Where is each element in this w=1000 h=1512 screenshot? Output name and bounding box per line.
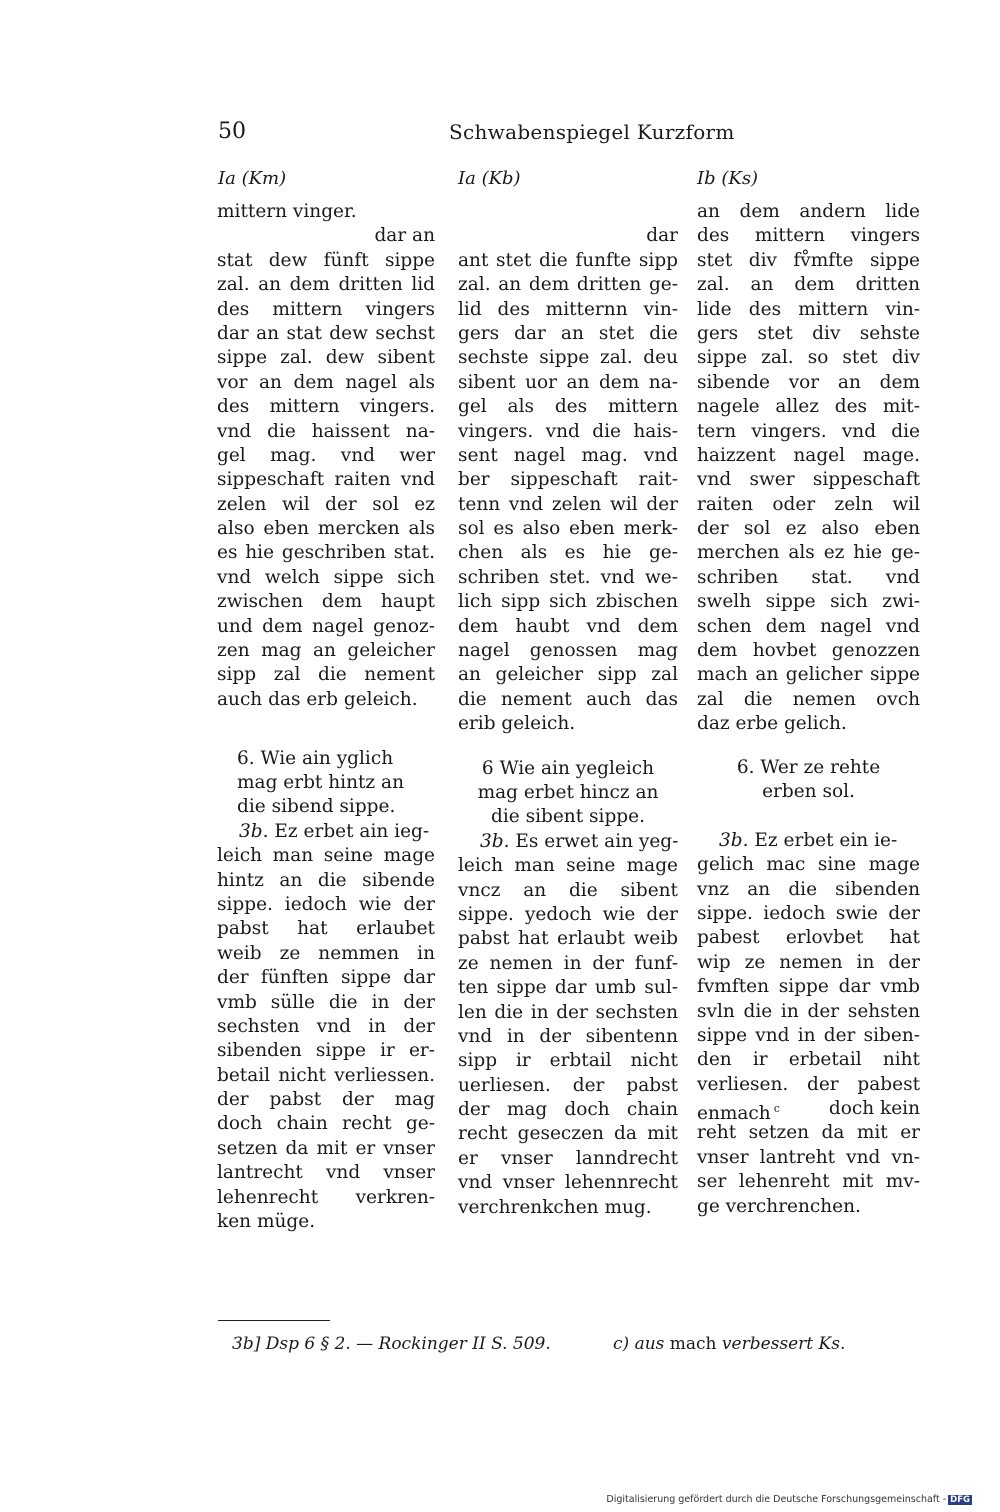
text-line: sent nagel mag. vnd xyxy=(458,444,678,466)
text-line: raiten oder zeln wil xyxy=(697,493,920,515)
digitization-text: Digitalisierung gefördert durch die Deutsche Forschungsgemeinschaft - xyxy=(606,1494,947,1505)
section-heading-line: die sibent sippe. xyxy=(491,806,645,828)
text-line: betail nicht verliessen. xyxy=(217,1064,435,1086)
text-line: den ir erbetail niht xyxy=(697,1049,920,1071)
footnote-mark: c xyxy=(773,1102,780,1116)
text-line: ge verchrenchen. xyxy=(697,1195,861,1217)
text-line: sibenden sippe ir er- xyxy=(217,1040,435,1062)
footnote-left: 3b] Dsp 6 § 2. — Rockinger II S. 509. xyxy=(232,1334,551,1354)
dfg-logo: DFG xyxy=(950,1495,970,1505)
text-line: des mittern vingers xyxy=(217,298,435,320)
text-line: gel mag. vnd wer xyxy=(217,444,435,466)
text-line: sipp ir erbtail nicht xyxy=(458,1050,678,1072)
text-line: vnd in der sibentenn xyxy=(458,1025,678,1047)
section-heading-line: 6 Wie ain yegleich xyxy=(481,757,655,779)
text-line: auch das erb geleich. xyxy=(217,688,418,710)
text-line: also eben mercken als xyxy=(217,518,435,540)
text-line: pabst hat erlaubet xyxy=(217,918,435,940)
section-heading-line: 6. Wie ain yglich xyxy=(237,747,394,769)
text-line: zal die nemen ovch xyxy=(697,688,920,710)
section-heading-line: mag erbet hincz an xyxy=(477,781,659,803)
text-line: zwischen dem haupt xyxy=(217,591,435,613)
text-line: ten sippe dar umb sul- xyxy=(458,977,678,999)
text-line: vmb sülle die in der xyxy=(217,991,435,1013)
text-line: len die in der sechsten xyxy=(458,1001,678,1023)
text-line: sippe vnd in der siben- xyxy=(697,1024,920,1046)
text-line: lid des mitternn vin- xyxy=(458,298,678,320)
text-line: vingers. vnd die hais- xyxy=(458,420,678,442)
text-line: zelen wil der sol ez xyxy=(217,493,435,515)
text-line: leich man seine mage xyxy=(217,845,435,867)
text-line: ze nemen in der funf- xyxy=(458,952,678,974)
text-line: sippe. iedoch wie der xyxy=(217,893,435,915)
text-line: und dem nagel genoz- xyxy=(217,615,435,637)
text-line: lehenrecht verkren- xyxy=(217,1186,435,1208)
text-line: daz erbe gelich. xyxy=(697,713,847,735)
text-line: dar an stat dew sechst xyxy=(217,322,435,344)
text-line: sibende vor an dem xyxy=(697,371,920,393)
column-ks xyxy=(697,200,920,1219)
section-heading-line: mag erbt hintz an xyxy=(237,771,404,793)
text-line: mittern vinger. xyxy=(217,201,357,222)
text-line: recht geseczen da mit xyxy=(458,1123,678,1145)
text-line: vnser lantreht vnd vn- xyxy=(697,1146,920,1168)
text-line: zal. an dem dritten lid xyxy=(217,274,435,296)
text-line: des mittern vingers xyxy=(697,225,920,247)
page-number: 50 xyxy=(218,119,246,144)
text-line: des mittern vingers. xyxy=(217,396,435,418)
column-heading-ks: Ib (Ks) xyxy=(697,168,759,189)
text-line: die nement auch das xyxy=(458,688,678,710)
text-line: lich sipp sich zbischen xyxy=(458,591,678,613)
text-line: vnd welch sippe sich xyxy=(217,566,435,588)
text-line: an dem andern lide xyxy=(697,201,920,222)
text-line: sol es also eben merk- xyxy=(458,518,678,540)
text-line: er vnser lanndrecht xyxy=(458,1147,678,1169)
text-line: ant stet die funfte sipp xyxy=(458,249,678,271)
text-line: merchen als ez hie ge- xyxy=(697,542,920,564)
text-line: lide des mittern vin- xyxy=(697,298,920,320)
text-line: leich man seine mage xyxy=(458,855,678,877)
text-line: tern vingers. vnd die xyxy=(697,420,920,442)
text-line: sippe. yedoch wie der xyxy=(458,903,678,925)
footnote-text: mach xyxy=(669,1334,717,1354)
text-line: Ez erbet ein ie- xyxy=(754,829,898,851)
text-line: schen dem nagel vnd xyxy=(697,615,920,637)
text-line: der fünften sippe dar xyxy=(217,967,435,989)
text-line: sippe. iedoch swie der xyxy=(697,902,920,924)
text-line: ber sippeschaft rait- xyxy=(458,469,678,491)
text-line: dem hovbet genozzen xyxy=(697,640,920,662)
text-line: der mag doch chain xyxy=(458,1099,678,1121)
text-line: sibent uor an dem na- xyxy=(458,371,678,393)
text-line: sechste sippe zal. deu xyxy=(458,347,678,369)
text-line: svln die in der sehsten xyxy=(697,1000,920,1022)
text-line: vnd swer sippeschaft xyxy=(697,469,920,491)
digitization-note xyxy=(606,1494,972,1505)
footnote-right xyxy=(613,1334,845,1354)
section-label: 3b. xyxy=(480,830,510,852)
text-line: sippeschaft raiten vnd xyxy=(217,469,435,491)
text-line: schriben stet. vnd we- xyxy=(458,566,678,588)
text-line: nagel genossen mag xyxy=(458,640,678,662)
text-line: wip ze nemen in der xyxy=(697,951,920,973)
text-line: der pabst der mag xyxy=(217,1089,435,1111)
footnote-text: aus xyxy=(634,1334,665,1354)
text-line: Es erwet ain yeg- xyxy=(515,830,679,852)
text-line: tenn vnd zelen wil der xyxy=(458,493,678,515)
footnote-rule xyxy=(218,1320,330,1321)
text-line: zen mag an geleicher xyxy=(217,640,435,662)
text-line: vnd vnser lehennrecht xyxy=(458,1172,678,1194)
text-line: vor an dem nagel als xyxy=(217,371,435,393)
text-line: dar xyxy=(646,225,678,247)
text-line: chen als es hie ge- xyxy=(458,542,678,564)
section-heading-line: die sibend sippe. xyxy=(237,796,396,818)
text-line: sippe zal. dew sibent xyxy=(217,347,435,369)
section-label: 3b. xyxy=(719,829,749,851)
column-km xyxy=(217,200,435,1234)
text-line: vnz an die sibenden xyxy=(697,878,920,900)
text-line: ken müge. xyxy=(217,1211,316,1233)
footnote-text: verbessert Ks. xyxy=(721,1334,846,1354)
text-line: stat dew fünft sippe xyxy=(217,249,435,271)
text-line: verliesen. der pabest xyxy=(697,1073,920,1095)
text-line: hintz an die sibende xyxy=(217,869,435,891)
text-line: doch chain recht ge- xyxy=(217,1113,435,1135)
section-label: 3b. xyxy=(239,820,269,842)
text-line: ser lehenreht mit mv- xyxy=(697,1171,920,1193)
text-line: der sol ez also eben xyxy=(697,518,920,540)
text-line: reht setzen da mit er xyxy=(697,1122,920,1144)
footnote-mark: c) xyxy=(613,1334,630,1354)
section-heading-line: erben sol. xyxy=(762,780,855,802)
text-line: schriben stat. vnd xyxy=(697,566,920,588)
text-line: lantrecht vnd vnser xyxy=(217,1162,435,1184)
text-line: gers stet div sehste xyxy=(697,322,920,344)
text-line: gers dar an stet die xyxy=(458,322,678,344)
text-line: vncz an die sibent xyxy=(458,879,678,901)
text-line: fvmften sippe dar vmb xyxy=(697,976,920,998)
text-line: sipp zal die nement xyxy=(217,664,435,686)
text-line: sechsten vnd in der xyxy=(217,1015,435,1037)
column-heading-kb: Ia (Kb) xyxy=(458,168,521,189)
column-kb xyxy=(458,200,678,1220)
text-line: zal. an dem dritten xyxy=(697,274,920,296)
text-line: zal. an dem dritten ge- xyxy=(458,274,678,296)
text-line: stet div fv̊mfte sippe xyxy=(697,249,920,271)
text-line: weib ze nemmen in xyxy=(217,942,435,964)
text-line: gelich mac sine mage xyxy=(697,854,920,876)
text-line: dem haubt vnd dem xyxy=(458,615,678,637)
text-line: Ez erbet ain ieg- xyxy=(274,820,430,842)
text-line: haizzent nagel mage. xyxy=(697,444,920,466)
column-heading-km: Ia (Km) xyxy=(218,168,287,189)
text-line: pabest erlovbet hat xyxy=(697,927,920,949)
text-line: doch kein xyxy=(828,1098,920,1120)
section-heading-line: 6. Wer ze rehte xyxy=(736,756,881,778)
text-line: es hie geschriben stat. xyxy=(217,542,435,564)
running-title: Schwabenspiegel Kurzform xyxy=(449,120,735,144)
text-line: an geleicher sipp zal xyxy=(458,664,678,686)
text-line: gel als des mittern xyxy=(458,396,678,418)
text-line: nagele allez des mit- xyxy=(697,396,920,418)
text-line: pabst hat erlaubt weib xyxy=(458,928,678,950)
text-line: verchrenkchen mug. xyxy=(458,1196,652,1218)
text-line: uerliesen. der pabst xyxy=(458,1074,678,1096)
text-line: vnd die haissent na- xyxy=(217,420,435,442)
text-line: sippe zal. so stet div xyxy=(697,347,920,369)
text-line: setzen da mit er vnser xyxy=(217,1137,435,1159)
text-line: mach an gelicher sippe xyxy=(697,664,920,686)
text-line: erib geleich. xyxy=(458,713,576,735)
text-line: dar an xyxy=(374,225,435,247)
text-line: enmach xyxy=(697,1103,771,1125)
text-line: swelh sippe sich zwi- xyxy=(697,591,920,613)
